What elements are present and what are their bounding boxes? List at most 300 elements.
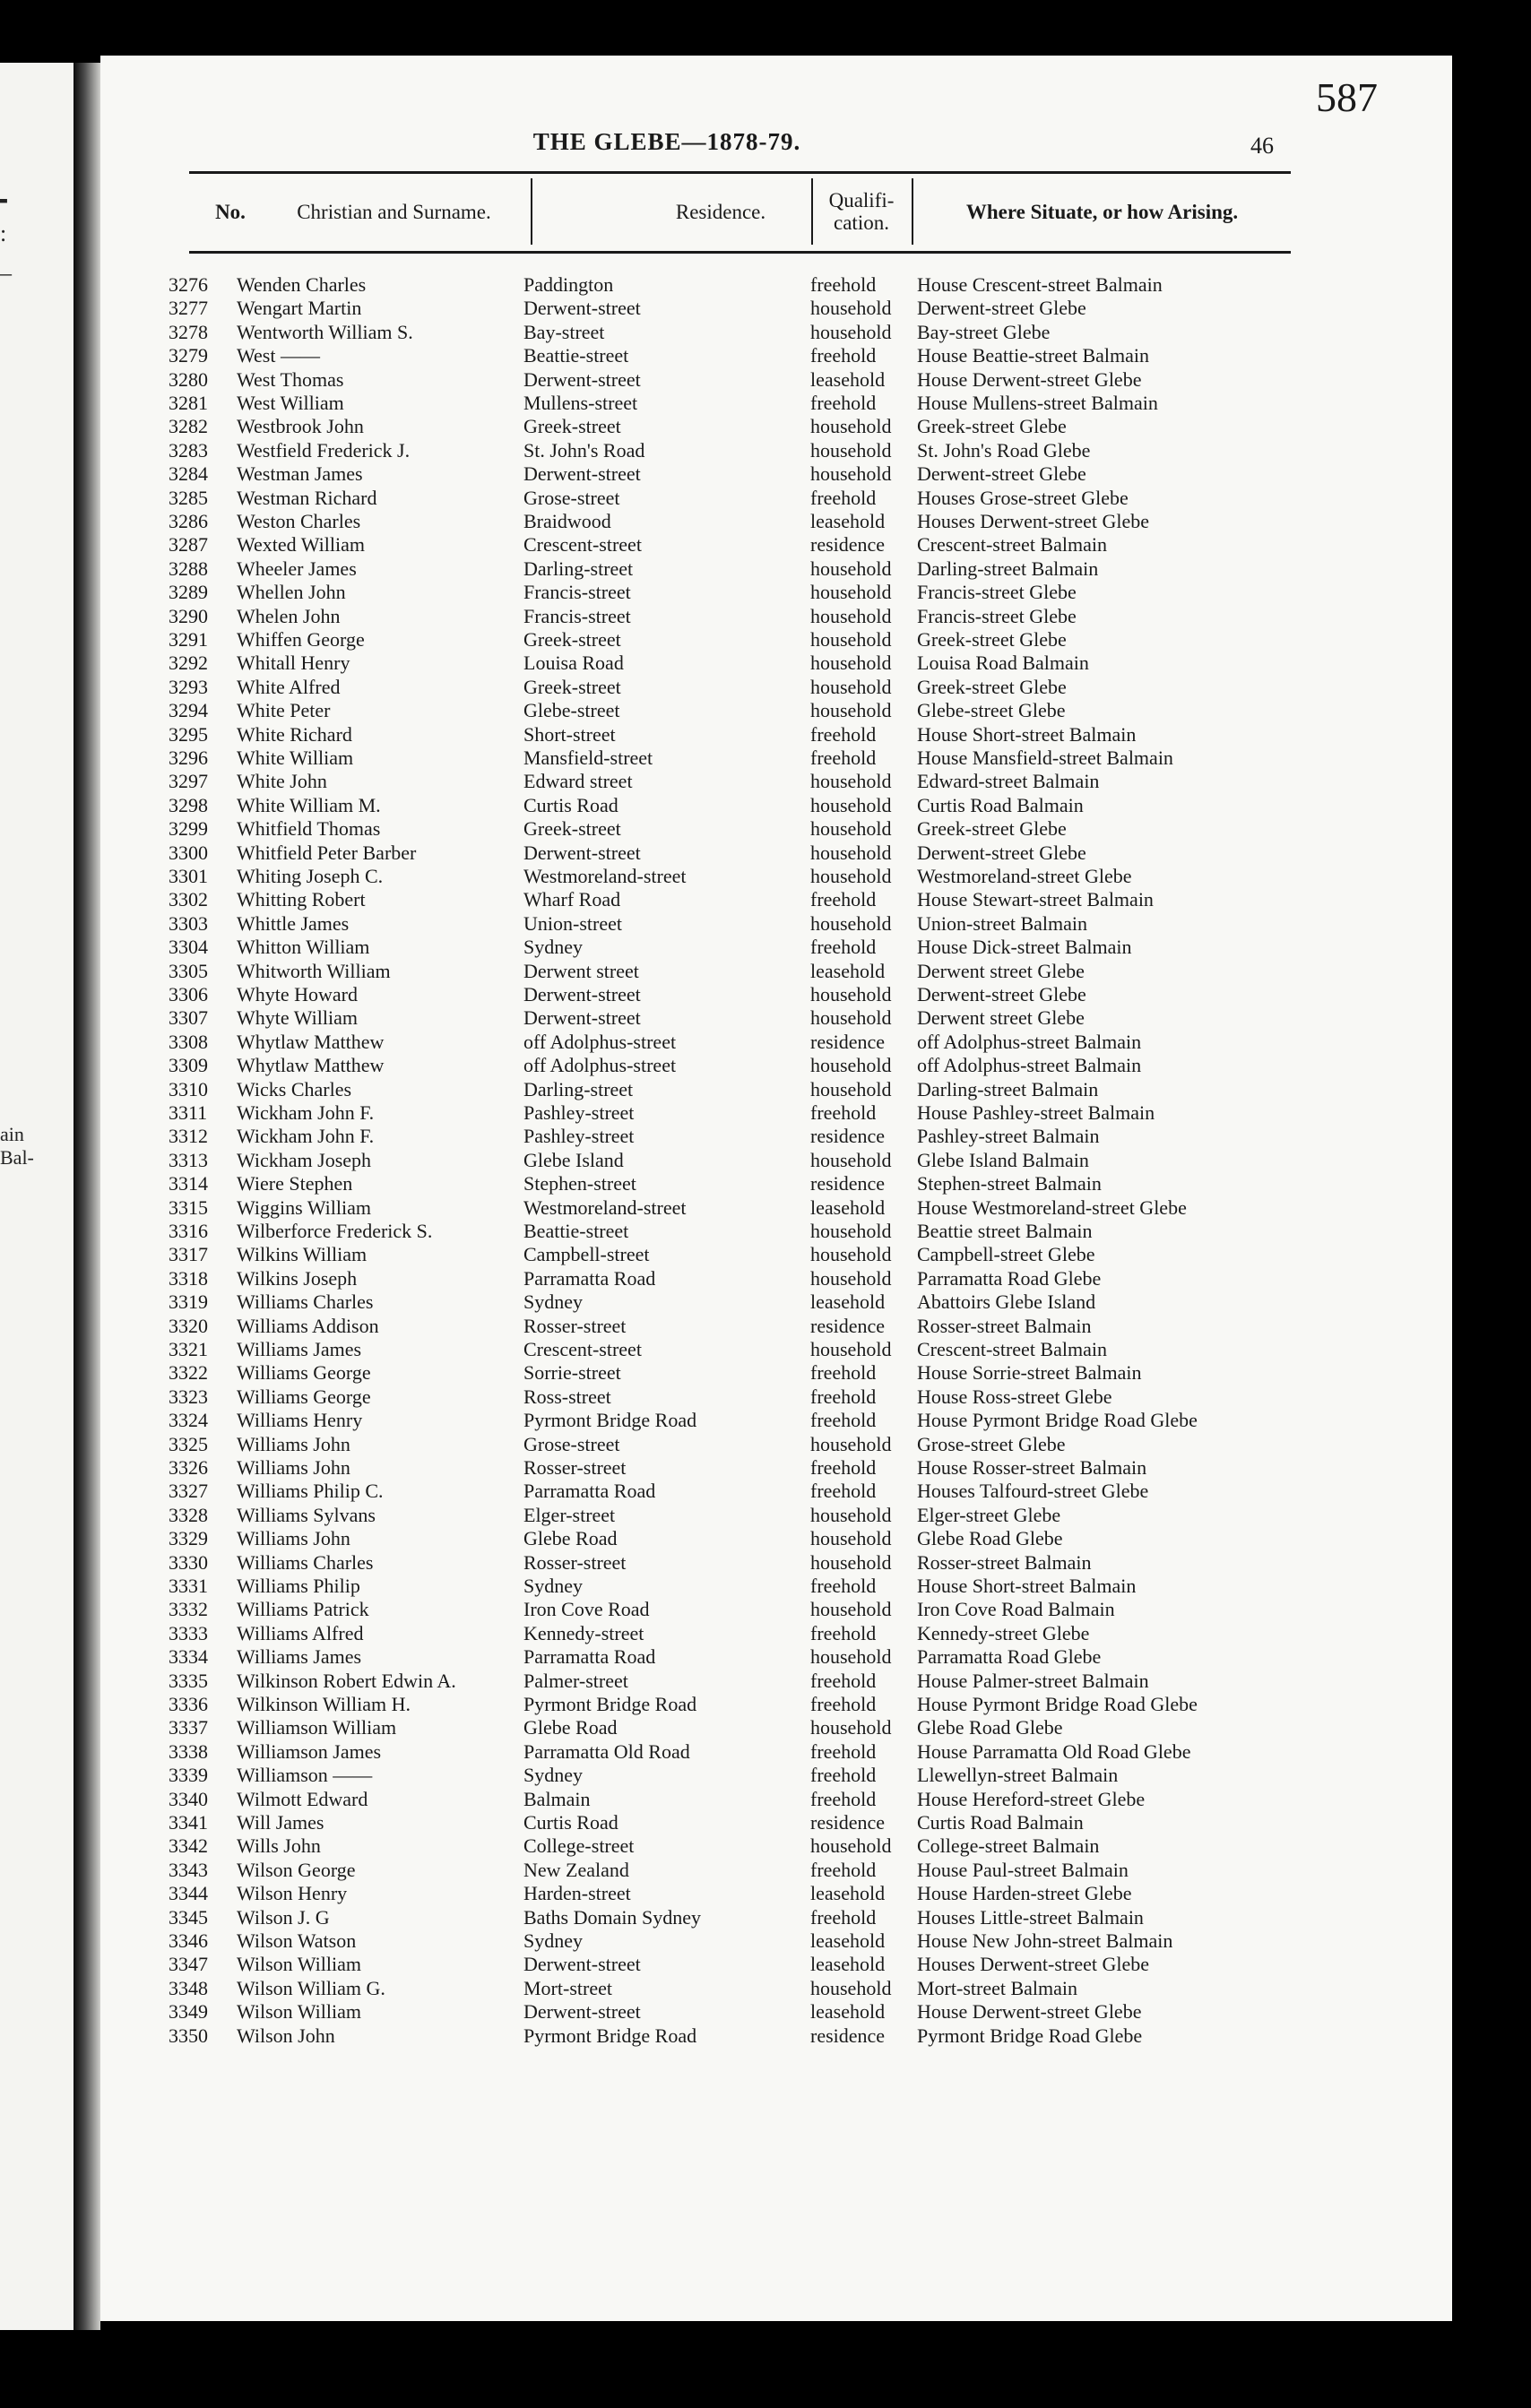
residence: off Adolphus-street bbox=[523, 1054, 677, 1077]
residence: Pyrmont Bridge Road bbox=[523, 2024, 697, 2047]
elector-name: Wilson John bbox=[237, 2024, 335, 2047]
where-situate: House Stewart-street Balmain bbox=[917, 888, 1154, 911]
where-situate: House Rosser-street Balmain bbox=[917, 1456, 1147, 1479]
residence: Sydney bbox=[523, 1290, 583, 1314]
elector-name: Wilson Henry bbox=[237, 1882, 348, 1905]
elector-name: Whitting Robert bbox=[237, 888, 366, 911]
elector-name: Wentworth William S. bbox=[237, 320, 413, 343]
residence: Harden-street bbox=[523, 1882, 631, 1905]
entry-number: 3317 bbox=[169, 1243, 208, 1266]
qualification: household bbox=[810, 865, 892, 887]
residence: Rosser-street bbox=[523, 1550, 627, 1574]
residence: Greek-street bbox=[523, 817, 621, 841]
elector-name: Williams Alfred bbox=[237, 1621, 364, 1644]
qualification: leasehold bbox=[810, 1195, 886, 1219]
residence: Derwent-street bbox=[523, 983, 641, 1005]
qualification: household bbox=[810, 1645, 892, 1669]
where-situate: Francis-street Glebe bbox=[917, 604, 1077, 627]
qualification: household bbox=[810, 628, 892, 651]
qualification: household bbox=[810, 1716, 892, 1739]
qualification: leasehold bbox=[810, 959, 886, 982]
entry-number: 3344 bbox=[169, 1882, 208, 1905]
residence: Derwent-street bbox=[523, 367, 641, 391]
elector-name: White John bbox=[237, 770, 327, 793]
entry-number: 3311 bbox=[169, 1101, 208, 1124]
where-situate: House Paul-street Balmain bbox=[917, 1858, 1129, 1881]
residence: Westmoreland-street bbox=[523, 1195, 687, 1219]
qualification: freehold bbox=[810, 486, 877, 509]
entry-number: 3324 bbox=[169, 1409, 208, 1432]
entry-number: 3284 bbox=[169, 462, 208, 486]
residence: Derwent-street bbox=[523, 1006, 641, 1030]
residence: Greek-street bbox=[523, 628, 621, 651]
entry-number: 3303 bbox=[169, 911, 208, 935]
entry-number: 3323 bbox=[169, 1385, 208, 1408]
qualification: household bbox=[810, 1220, 892, 1242]
where-situate: Pashley-street Balmain bbox=[917, 1125, 1100, 1148]
residence: Iron Cove Road bbox=[523, 1598, 650, 1621]
qualification: household bbox=[810, 1976, 892, 1999]
where-situate: House Sorrie-street Balmain bbox=[917, 1361, 1142, 1385]
entry-number: 3278 bbox=[169, 320, 208, 343]
qualification: household bbox=[810, 1006, 892, 1030]
entry-number: 3300 bbox=[169, 841, 208, 864]
elector-name: Wexted William bbox=[237, 533, 365, 557]
elector-name: Wilson William bbox=[237, 1953, 361, 1976]
entry-number: 3285 bbox=[169, 486, 208, 509]
qualification: household bbox=[810, 1148, 892, 1171]
elector-name: Wilson William bbox=[237, 2000, 361, 2024]
where-situate: Curtis Road Balmain bbox=[917, 1811, 1084, 1834]
residence: Rosser-street bbox=[523, 1456, 627, 1479]
residence: Mullens-street bbox=[523, 392, 638, 414]
qualification: residence bbox=[810, 1314, 886, 1337]
residence: Sydney bbox=[523, 936, 583, 959]
where-situate: House Hereford-street Glebe bbox=[917, 1787, 1146, 1810]
entry-number: 3338 bbox=[169, 1739, 208, 1763]
elector-name: Wickham John F. bbox=[237, 1125, 375, 1148]
where-situate: Derwent-street Glebe bbox=[917, 983, 1086, 1005]
entry-number: 3296 bbox=[169, 747, 208, 769]
entry-number: 3340 bbox=[169, 1787, 208, 1810]
qualification: residence bbox=[810, 1172, 886, 1195]
where-situate: Edward-street Balmain bbox=[917, 770, 1100, 793]
residence: Derwent street bbox=[523, 959, 639, 982]
entry-number: 3290 bbox=[169, 604, 208, 627]
elector-name: Wilson George bbox=[237, 1858, 356, 1881]
qualification: freehold bbox=[810, 344, 877, 367]
qualification: household bbox=[810, 675, 892, 698]
qualification: freehold bbox=[810, 936, 877, 959]
qualification: leasehold bbox=[810, 1953, 886, 1976]
entry-number: 3276 bbox=[169, 273, 208, 296]
page-title: THE GLEBE—1878-79. bbox=[532, 128, 801, 155]
qualification: household bbox=[810, 462, 892, 486]
residence: Sydney bbox=[523, 1764, 583, 1787]
residence: Short-street bbox=[523, 722, 616, 746]
where-situate: Campbell-street Glebe bbox=[917, 1243, 1095, 1266]
residence: Kennedy-street bbox=[523, 1621, 644, 1644]
residence: Pashley-street bbox=[523, 1125, 635, 1148]
where-situate: Glebe Island Balmain bbox=[917, 1148, 1089, 1171]
elector-name: Westman James bbox=[237, 462, 363, 486]
residence: Darling-street bbox=[523, 1077, 634, 1100]
where-situate: House Palmer-street Balmain bbox=[917, 1669, 1149, 1692]
residence: Glebe Island bbox=[523, 1148, 624, 1171]
residence: Campbell-street bbox=[523, 1243, 650, 1266]
elector-name: Whitworth William bbox=[237, 959, 391, 982]
where-situate: Parramatta Road Glebe bbox=[917, 1266, 1102, 1290]
where-situate: Crescent-street Balmain bbox=[917, 1338, 1107, 1360]
qualification: freehold bbox=[810, 1764, 877, 1787]
elector-name: Wengart Martin bbox=[237, 297, 362, 320]
entry-number: 3346 bbox=[169, 1929, 208, 1952]
where-situate: Houses Grose-street Glebe bbox=[917, 486, 1129, 509]
qualification: household bbox=[810, 1054, 892, 1077]
adjacent-page-mark: : bbox=[0, 220, 7, 246]
elector-name: White Alfred bbox=[237, 675, 341, 698]
entry-number: 3336 bbox=[169, 1693, 208, 1715]
residence: Union-street bbox=[523, 911, 622, 935]
where-situate: Rosser-street Balmain bbox=[917, 1550, 1092, 1574]
residence: Greek-street bbox=[523, 415, 621, 438]
residence: Derwent-street bbox=[523, 1953, 641, 1976]
elector-name: Whyte Howard bbox=[237, 983, 359, 1005]
entry-number: 3343 bbox=[169, 1858, 208, 1881]
residence: Glebe Road bbox=[523, 1527, 618, 1550]
entry-number: 3295 bbox=[169, 722, 208, 746]
elector-name: Whyte William bbox=[237, 1006, 358, 1030]
where-situate: Derwent street Glebe bbox=[917, 959, 1085, 982]
entry-number: 3301 bbox=[169, 865, 208, 887]
where-situate: Darling-street Balmain bbox=[917, 1077, 1099, 1100]
qualification: leasehold bbox=[810, 1929, 886, 1952]
where-situate: Union-street Balmain bbox=[917, 911, 1088, 935]
residence: Bay-street bbox=[523, 320, 605, 343]
elector-name: Whytlaw Matthew bbox=[237, 1030, 385, 1053]
qualification: residence bbox=[810, 1125, 886, 1148]
entry-number: 3325 bbox=[169, 1432, 208, 1455]
where-situate: Elger-street Glebe bbox=[917, 1503, 1061, 1526]
qualification: leasehold bbox=[810, 367, 886, 391]
residence: Palmer-street bbox=[523, 1669, 628, 1692]
residence: Edward street bbox=[523, 770, 633, 793]
entry-number: 3319 bbox=[169, 1290, 208, 1314]
adjacent-page-edge bbox=[0, 63, 74, 2330]
entry-number: 3318 bbox=[169, 1266, 208, 1290]
where-situate: Llewellyn-street Balmain bbox=[917, 1764, 1119, 1787]
residence: Derwent-street bbox=[523, 841, 641, 864]
elector-name: Wheeler James bbox=[237, 557, 357, 580]
entry-number: 3310 bbox=[169, 1077, 208, 1100]
entry-number: 3313 bbox=[169, 1148, 208, 1171]
elector-name: Westbrook John bbox=[237, 415, 364, 438]
entry-number: 3305 bbox=[169, 959, 208, 982]
residence: Parramatta Old Road bbox=[523, 1739, 690, 1763]
qualification: household bbox=[810, 1266, 892, 1290]
qualification: freehold bbox=[810, 1739, 877, 1763]
qualification: household bbox=[810, 1834, 892, 1858]
entry-number: 3337 bbox=[169, 1716, 208, 1739]
qualification: household bbox=[810, 911, 892, 935]
entry-number: 3315 bbox=[169, 1195, 208, 1219]
elector-name: Williams John bbox=[237, 1456, 350, 1479]
elector-name: Williams Charles bbox=[237, 1290, 374, 1314]
where-situate: Louisa Road Balmain bbox=[917, 652, 1089, 675]
residence: Derwent-street bbox=[523, 2000, 641, 2024]
residence: off Adolphus-street bbox=[523, 1030, 677, 1053]
elector-name: West —— bbox=[237, 344, 320, 367]
column-header-name: Christian and Surname. bbox=[297, 200, 491, 223]
where-situate: Greek-street Glebe bbox=[917, 628, 1067, 651]
entry-number: 3333 bbox=[169, 1621, 208, 1644]
where-situate: House Parramatta Old Road Glebe bbox=[917, 1739, 1191, 1763]
residence: Darling-street bbox=[523, 557, 634, 580]
qualification: household bbox=[810, 557, 892, 580]
residence: Westmoreland-street bbox=[523, 865, 687, 887]
document-page bbox=[100, 56, 1452, 2321]
entry-number: 3316 bbox=[169, 1220, 208, 1242]
where-situate: House Short-street Balmain bbox=[917, 722, 1137, 746]
where-situate: Derwent-street Glebe bbox=[917, 462, 1086, 486]
entry-number: 3330 bbox=[169, 1550, 208, 1574]
residence: Glebe-street bbox=[523, 699, 620, 722]
adjacent-page-fragment: Bal- bbox=[0, 1146, 34, 1169]
qualification: household bbox=[810, 1550, 892, 1574]
residence: Francis-street bbox=[523, 604, 631, 627]
where-situate: House Short-street Balmain bbox=[917, 1575, 1137, 1597]
where-situate: House Mansfield-street Balmain bbox=[917, 747, 1173, 769]
entry-number: 3279 bbox=[169, 344, 208, 367]
qualification: freehold bbox=[810, 888, 877, 911]
qualification: household bbox=[810, 438, 892, 462]
elector-name: West William bbox=[237, 392, 344, 414]
residence: Crescent-street bbox=[523, 1338, 642, 1360]
where-situate: House Dick-street Balmain bbox=[917, 936, 1132, 959]
residence: Mort-street bbox=[523, 1976, 612, 1999]
qualification: household bbox=[810, 581, 892, 604]
elector-name: Wilkinson William H. bbox=[237, 1693, 411, 1715]
qualification: freehold bbox=[810, 1905, 877, 1929]
where-situate: Houses Talfourd-street Glebe bbox=[917, 1480, 1149, 1503]
elector-name: Williams John bbox=[237, 1527, 350, 1550]
elector-name: Westfield Frederick J. bbox=[237, 438, 411, 462]
entry-number: 3339 bbox=[169, 1764, 208, 1787]
residence: Pashley-street bbox=[523, 1101, 635, 1124]
elector-name: Williams James bbox=[237, 1645, 362, 1669]
where-situate: off Adolphus-street Balmain bbox=[917, 1054, 1142, 1077]
elector-name: Whelen John bbox=[237, 604, 341, 627]
elector-name: Whitton William bbox=[237, 936, 370, 959]
elector-name: Wilberforce Frederick S. bbox=[237, 1220, 433, 1242]
entry-number: 3298 bbox=[169, 793, 208, 816]
entry-number: 3329 bbox=[169, 1527, 208, 1550]
where-situate: Stephen-street Balmain bbox=[917, 1172, 1102, 1195]
elector-name: Whiting Joseph C. bbox=[237, 865, 384, 887]
entry-number: 3308 bbox=[169, 1030, 208, 1053]
column-header-qualification: Qualifi- cation. bbox=[828, 189, 895, 234]
elector-name: Wicks Charles bbox=[237, 1077, 352, 1100]
qualification: freehold bbox=[810, 1101, 877, 1124]
qualification: freehold bbox=[810, 1787, 877, 1810]
elector-name: Wilkins William bbox=[237, 1243, 368, 1266]
entry-number: 3288 bbox=[169, 557, 208, 580]
residence: Braidwood bbox=[523, 510, 611, 532]
qualification: freehold bbox=[810, 1693, 877, 1715]
entry-number: 3302 bbox=[169, 888, 208, 911]
residence: Glebe Road bbox=[523, 1716, 618, 1739]
where-situate: Curtis Road Balmain bbox=[917, 793, 1084, 816]
residence: Greek-street bbox=[523, 675, 621, 698]
residence: Beattie-street bbox=[523, 1220, 629, 1242]
residence: Balmain bbox=[523, 1787, 591, 1810]
book-gutter bbox=[74, 63, 100, 2330]
entry-number: 3345 bbox=[169, 1905, 208, 1929]
where-situate: Derwent-street Glebe bbox=[917, 297, 1086, 320]
entry-number: 3312 bbox=[169, 1125, 208, 1148]
where-situate: Parramatta Road Glebe bbox=[917, 1645, 1102, 1669]
qualification: household bbox=[810, 1077, 892, 1100]
qualification: freehold bbox=[810, 1385, 877, 1408]
elector-name: Wickham Joseph bbox=[237, 1148, 372, 1171]
entry-number: 3277 bbox=[169, 297, 208, 320]
elector-name: Williamson William bbox=[237, 1716, 397, 1739]
residence: Crescent-street bbox=[523, 533, 642, 557]
qualification: freehold bbox=[810, 1456, 877, 1479]
entry-number: 3349 bbox=[169, 2000, 208, 2024]
where-situate: Houses Derwent-street Glebe bbox=[917, 510, 1150, 532]
elector-name: Westman Richard bbox=[237, 486, 377, 509]
entry-number: 3289 bbox=[169, 581, 208, 604]
where-situate: Pyrmont Bridge Road Glebe bbox=[917, 2024, 1143, 2047]
entry-number: 3292 bbox=[169, 652, 208, 675]
where-situate: Glebe-street Glebe bbox=[917, 699, 1066, 722]
entry-number: 3297 bbox=[169, 770, 208, 793]
column-header-residence: Residence. bbox=[675, 200, 766, 223]
residence: Pyrmont Bridge Road bbox=[523, 1693, 697, 1715]
column-header-no: No. bbox=[215, 200, 246, 223]
entry-number: 3294 bbox=[169, 699, 208, 722]
residence: Sydney bbox=[523, 1575, 583, 1597]
residence: Grose-street bbox=[523, 486, 620, 509]
entry-number: 3320 bbox=[169, 1314, 208, 1337]
elector-name: Wenden Charles bbox=[237, 273, 367, 296]
elector-name: White Peter bbox=[237, 699, 331, 722]
where-situate: Abattoirs Glebe Island bbox=[917, 1290, 1096, 1314]
entry-number: 3283 bbox=[169, 438, 208, 462]
adjacent-page-mark: – bbox=[0, 260, 12, 286]
elector-name: Wilkinson Robert Edwin A. bbox=[237, 1669, 456, 1692]
qualification: household bbox=[810, 817, 892, 841]
entry-number: 3326 bbox=[169, 1456, 208, 1479]
elector-name: Wickham John F. bbox=[237, 1101, 375, 1124]
qualification: household bbox=[810, 1243, 892, 1266]
elector-name: Williams Sylvans bbox=[237, 1503, 376, 1526]
residence: Mansfield-street bbox=[523, 747, 653, 769]
elector-name: White William bbox=[237, 747, 354, 769]
qualification: household bbox=[810, 793, 892, 816]
elector-name: Whitfield Peter Barber bbox=[237, 841, 417, 864]
residence: Pyrmont Bridge Road bbox=[523, 1409, 697, 1432]
adjacent-page-fragment: ain bbox=[0, 1123, 24, 1145]
elector-name: Wiggins William bbox=[237, 1195, 371, 1219]
qualification: household bbox=[810, 699, 892, 722]
qualification: household bbox=[810, 297, 892, 320]
where-situate: Houses Derwent-street Glebe bbox=[917, 1953, 1150, 1976]
qualification: leasehold bbox=[810, 1290, 886, 1314]
residence: Sorrie-street bbox=[523, 1361, 621, 1385]
where-situate: House Westmoreland-street Glebe bbox=[917, 1195, 1187, 1219]
entry-number: 3281 bbox=[169, 392, 208, 414]
entry-number: 3334 bbox=[169, 1645, 208, 1669]
residence: Stephen-street bbox=[523, 1172, 636, 1195]
elector-name: Wilson William G. bbox=[237, 1976, 385, 1999]
where-situate: House Ross-street Glebe bbox=[917, 1385, 1112, 1408]
qualification: household bbox=[810, 604, 892, 627]
elector-name: Williams George bbox=[237, 1361, 371, 1385]
where-situate: House Pashley-street Balmain bbox=[917, 1101, 1155, 1124]
qualification: leasehold bbox=[810, 510, 886, 532]
where-situate: Derwent street Glebe bbox=[917, 1006, 1085, 1030]
residence: Paddington bbox=[523, 273, 614, 296]
qualification: freehold bbox=[810, 1480, 877, 1503]
where-situate: House Pyrmont Bridge Road Glebe bbox=[917, 1409, 1198, 1432]
entry-number: 3280 bbox=[169, 367, 208, 391]
residence: Rosser-street bbox=[523, 1314, 627, 1337]
elector-name: Williams James bbox=[237, 1338, 362, 1360]
qualification: household bbox=[810, 1503, 892, 1526]
where-situate: House Harden-street Glebe bbox=[917, 1882, 1132, 1905]
qualification: household bbox=[810, 1598, 892, 1621]
elector-name: Williamson —— bbox=[237, 1764, 373, 1787]
qualification: household bbox=[810, 320, 892, 343]
where-situate: St. John's Road Glebe bbox=[917, 438, 1091, 462]
elector-name: Whiffen George bbox=[237, 628, 365, 651]
where-situate: Greek-street Glebe bbox=[917, 415, 1067, 438]
residence: Grose-street bbox=[523, 1432, 620, 1455]
entry-number: 3328 bbox=[169, 1503, 208, 1526]
qualification: freehold bbox=[810, 1575, 877, 1597]
where-situate: Glebe Road Glebe bbox=[917, 1716, 1063, 1739]
qualification: freehold bbox=[810, 1669, 877, 1692]
entry-number: 3342 bbox=[169, 1834, 208, 1858]
entry-number: 3335 bbox=[169, 1669, 208, 1692]
entry-number: 3286 bbox=[169, 510, 208, 532]
page-number: 587 bbox=[1316, 74, 1378, 120]
residence: Curtis Road bbox=[523, 793, 618, 816]
qualification: freehold bbox=[810, 747, 877, 769]
qualification: leasehold bbox=[810, 2000, 886, 2024]
residence: Baths Domain Sydney bbox=[523, 1905, 701, 1929]
qualification: freehold bbox=[810, 1621, 877, 1644]
where-situate: College-street Balmain bbox=[917, 1834, 1100, 1858]
entry-number: 3309 bbox=[169, 1054, 208, 1077]
residence: Parramatta Road bbox=[523, 1645, 656, 1669]
where-situate: Houses Little-street Balmain bbox=[917, 1905, 1144, 1929]
elector-name: Wills John bbox=[237, 1834, 321, 1858]
elector-name: Whellen John bbox=[237, 581, 346, 604]
entry-number: 3314 bbox=[169, 1172, 208, 1195]
elector-name: Will James bbox=[237, 1811, 324, 1834]
where-situate: Kennedy-street Glebe bbox=[917, 1621, 1090, 1644]
where-situate: Rosser-street Balmain bbox=[917, 1314, 1092, 1337]
qualification: residence bbox=[810, 1030, 886, 1053]
entry-number: 3287 bbox=[169, 533, 208, 557]
residence: Curtis Road bbox=[523, 1811, 618, 1834]
elector-name: Weston Charles bbox=[237, 510, 361, 532]
column-header-where: Where Situate, or how Arising. bbox=[965, 200, 1239, 223]
elector-name: Williams Charles bbox=[237, 1550, 374, 1574]
